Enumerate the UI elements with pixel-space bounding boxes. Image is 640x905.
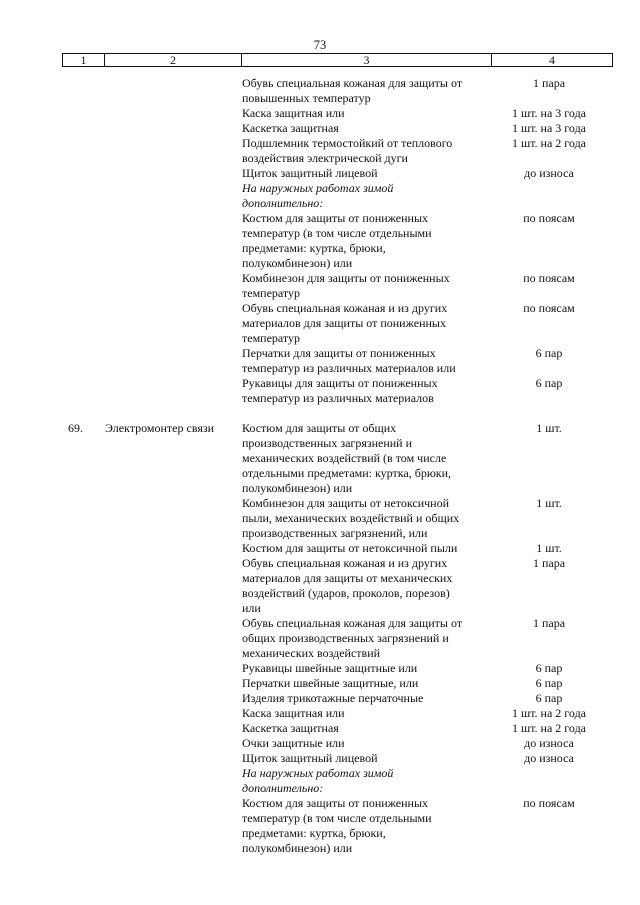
ppe-item-line: Костюм для защиты от пониженных	[242, 211, 429, 225]
ppe-quantity	[493, 661, 605, 676]
ppe-item-line: материалов для защиты от пониженных	[242, 316, 446, 330]
ppe-item	[242, 766, 490, 796]
ppe-item	[242, 301, 490, 346]
header-col-1: 1	[80, 53, 87, 67]
ppe-item	[242, 736, 490, 751]
ppe-quantity	[493, 496, 605, 541]
ppe-item-line: Перчатки для защиты от пониженных	[242, 346, 436, 360]
ppe-item	[242, 76, 490, 106]
ppe-quantity-value: по поясам	[523, 271, 575, 285]
ppe-item-line: Каска защитная или	[242, 106, 345, 120]
ppe-item-line: На наружных работах зимой	[242, 766, 394, 780]
ppe-quantity-value: 1 шт. на 3 года	[511, 121, 587, 135]
ppe-item	[242, 661, 490, 676]
ppe-item-line: или	[242, 601, 261, 615]
ppe-quantity	[493, 421, 605, 496]
ppe-quantity	[493, 736, 605, 751]
ppe-item	[242, 136, 490, 166]
ppe-item-line: Костюм для защиты от пониженных	[242, 796, 429, 810]
ppe-quantity	[493, 616, 605, 661]
ppe-item-line: повышенных температур	[242, 91, 371, 105]
ppe-item	[242, 376, 490, 406]
ppe-item-line: Изделия трикотажные перчаточные	[242, 691, 424, 705]
ppe-item	[242, 211, 490, 271]
ppe-quantity	[493, 541, 605, 556]
ppe-item	[242, 166, 490, 181]
ppe-quantity-value	[493, 181, 605, 196]
ppe-item	[242, 271, 490, 301]
ppe-item-line: отдельными предметами: куртка, брюки,	[242, 466, 452, 480]
ppe-item	[242, 676, 490, 691]
ppe-item-line: Щиток защитный лицевой	[242, 751, 378, 765]
ppe-item-line: Комбинезон для защиты от пониженных	[242, 271, 450, 285]
ppe-quantity-value: 1 пара	[532, 556, 566, 570]
ppe-quantity-value: 1 шт.	[536, 421, 562, 435]
ppe-quantity-value: до износа	[524, 736, 574, 750]
ppe-item	[242, 181, 490, 211]
ppe-item	[242, 421, 490, 496]
ppe-item	[242, 721, 490, 736]
ppe-item-line: механических воздействий	[242, 646, 381, 660]
ppe-item-line: полукомбинезон) или	[242, 256, 353, 270]
ppe-item-line: температур из различных материалов или	[242, 361, 456, 375]
ppe-quantity	[493, 751, 605, 766]
occupation-name: Электромонтер связи	[105, 421, 215, 435]
ppe-item-line: Обувь специальная кожаная и из других	[242, 556, 448, 570]
ppe-quantity-value: до износа	[524, 751, 574, 765]
ppe-item	[242, 121, 490, 136]
ppe-quantity	[493, 106, 605, 121]
ppe-item	[242, 496, 490, 541]
ppe-item	[242, 691, 490, 706]
ppe-quantity	[493, 271, 605, 301]
ppe-quantity-value: 6 пар	[535, 661, 563, 675]
ppe-item	[242, 541, 490, 556]
ppe-quantity	[493, 181, 605, 211]
ppe-quantity-value: 1 шт.	[536, 496, 562, 510]
row69-items-column	[242, 421, 490, 856]
ppe-item-line: Рукавицы швейные защитные или	[242, 661, 418, 675]
ppe-item	[242, 796, 490, 856]
ppe-item	[242, 706, 490, 721]
ppe-item-line: Каскетка защитная	[242, 721, 339, 735]
ppe-quantity-value: 1 шт.	[536, 541, 562, 555]
ppe-item-line: полукомбинезон) или	[242, 841, 353, 855]
ppe-quantity-value: 1 шт. на 2 года	[511, 706, 587, 720]
ppe-quantity	[493, 691, 605, 706]
ppe-quantity-value: 6 пар	[535, 676, 563, 690]
ppe-item-line: температур (в том числе отдельными	[242, 226, 432, 240]
row-number: 69.	[68, 421, 83, 435]
ppe-quantity	[493, 166, 605, 181]
header-col-2: 2	[170, 53, 176, 67]
ppe-item-line: материалов для защиты от механических	[242, 571, 453, 585]
ppe-quantity	[493, 721, 605, 736]
ppe-quantity	[493, 211, 605, 271]
ppe-item-line: воздействия электрической дуги	[242, 151, 408, 165]
ppe-quantity	[493, 76, 605, 106]
ppe-item-line: Щиток защитный лицевой	[242, 166, 378, 180]
header-col-4: 4	[549, 53, 555, 67]
ppe-quantity-value: 1 шт. на 2 года	[511, 721, 587, 735]
ppe-item-line: полукомбинезон) или	[242, 481, 353, 495]
ppe-item-line: температур	[242, 286, 301, 300]
header-col-3: 3	[363, 53, 370, 67]
ppe-item-line: На наружных работах зимой	[242, 181, 394, 195]
ppe-item	[242, 751, 490, 766]
ppe-item-line: дополнительно:	[242, 196, 324, 210]
ppe-item-line: Очки защитные или	[242, 736, 345, 750]
ppe-item-line: Обувь специальная кожаная для защиты от	[242, 616, 463, 630]
ppe-quantity	[493, 121, 605, 136]
ppe-item	[242, 556, 490, 616]
ppe-item-line: Каскетка защитная	[242, 121, 339, 135]
ppe-quantity-value: по поясам	[523, 211, 575, 225]
ppe-item-line: Каска защитная или	[242, 706, 345, 720]
ppe-item	[242, 346, 490, 376]
ppe-item-line: воздействий (ударов, проколов, порезов)	[242, 586, 450, 600]
ppe-item-line: производственных загрязнений и	[242, 436, 413, 450]
ppe-item-line: Обувь специальная кожаная для защиты от	[242, 76, 463, 90]
ppe-item-line: производственных загрязнений, или	[242, 526, 428, 540]
ppe-quantity-value: до износа	[524, 166, 574, 180]
ppe-item-line: Комбинезон для защиты от нетоксичной	[242, 496, 450, 510]
ppe-quantity	[493, 556, 605, 616]
ppe-quantity-value: 6 пар	[535, 376, 563, 390]
ppe-item-line: предметами: куртка, брюки,	[242, 826, 386, 840]
ppe-quantity	[493, 136, 605, 166]
ppe-item	[242, 616, 490, 661]
ppe-item-line: пыли, механических воздействий и общих	[242, 511, 460, 525]
ppe-item-line: дополнительно:	[242, 781, 324, 795]
ppe-quantity-value: 1 пара	[532, 76, 566, 90]
ppe-item-line: механических воздействий (в том числе	[242, 451, 447, 465]
ppe-item-line: Костюм для защиты от общих	[242, 421, 397, 435]
ppe-quantity-value: 1 пара	[532, 616, 566, 630]
ppe-item-line: температур из различных материалов	[242, 391, 434, 405]
ppe-quantity-value	[493, 766, 605, 781]
ppe-item-line: Рукавицы для защиты от пониженных	[242, 376, 438, 390]
ppe-quantity	[493, 796, 605, 856]
ppe-item-line: температур (в том числе отдельными	[242, 811, 432, 825]
ppe-quantity	[493, 346, 605, 376]
ppe-quantity-value: по поясам	[523, 301, 575, 315]
ppe-quantity-value: 6 пар	[535, 691, 563, 705]
ppe-quantity	[493, 676, 605, 691]
ppe-item-line: Костюм для защиты от нетоксичной пыли	[242, 541, 458, 555]
ppe-item-line: температур	[242, 331, 301, 345]
ppe-item-line: Перчатки швейные защитные, или	[242, 676, 419, 690]
continued-items-column	[242, 76, 490, 406]
continued-qty-column	[493, 76, 605, 406]
ppe-quantity-value: по поясам	[523, 796, 575, 810]
ppe-item-line: Обувь специальная кожаная и из других	[242, 301, 448, 315]
ppe-quantity	[493, 301, 605, 346]
ppe-quantity-value: 1 шт. на 2 года	[511, 136, 587, 150]
page-number: 73	[313, 38, 327, 52]
ppe-item-line: Подшлемник термостойкий от теплового	[242, 136, 453, 150]
ppe-item-line: предметами: куртка, брюки,	[242, 241, 386, 255]
ppe-quantity-value: 6 пар	[535, 346, 563, 360]
ppe-quantity-value: 1 шт. на 3 года	[511, 106, 587, 120]
table-header-row	[62, 53, 613, 67]
ppe-quantity	[493, 766, 605, 796]
row69-qty-column	[493, 421, 605, 856]
ppe-quantity	[493, 376, 605, 406]
ppe-item-line: общих производственных загрязнений и	[242, 631, 449, 645]
ppe-item	[242, 106, 490, 121]
ppe-quantity	[493, 706, 605, 721]
